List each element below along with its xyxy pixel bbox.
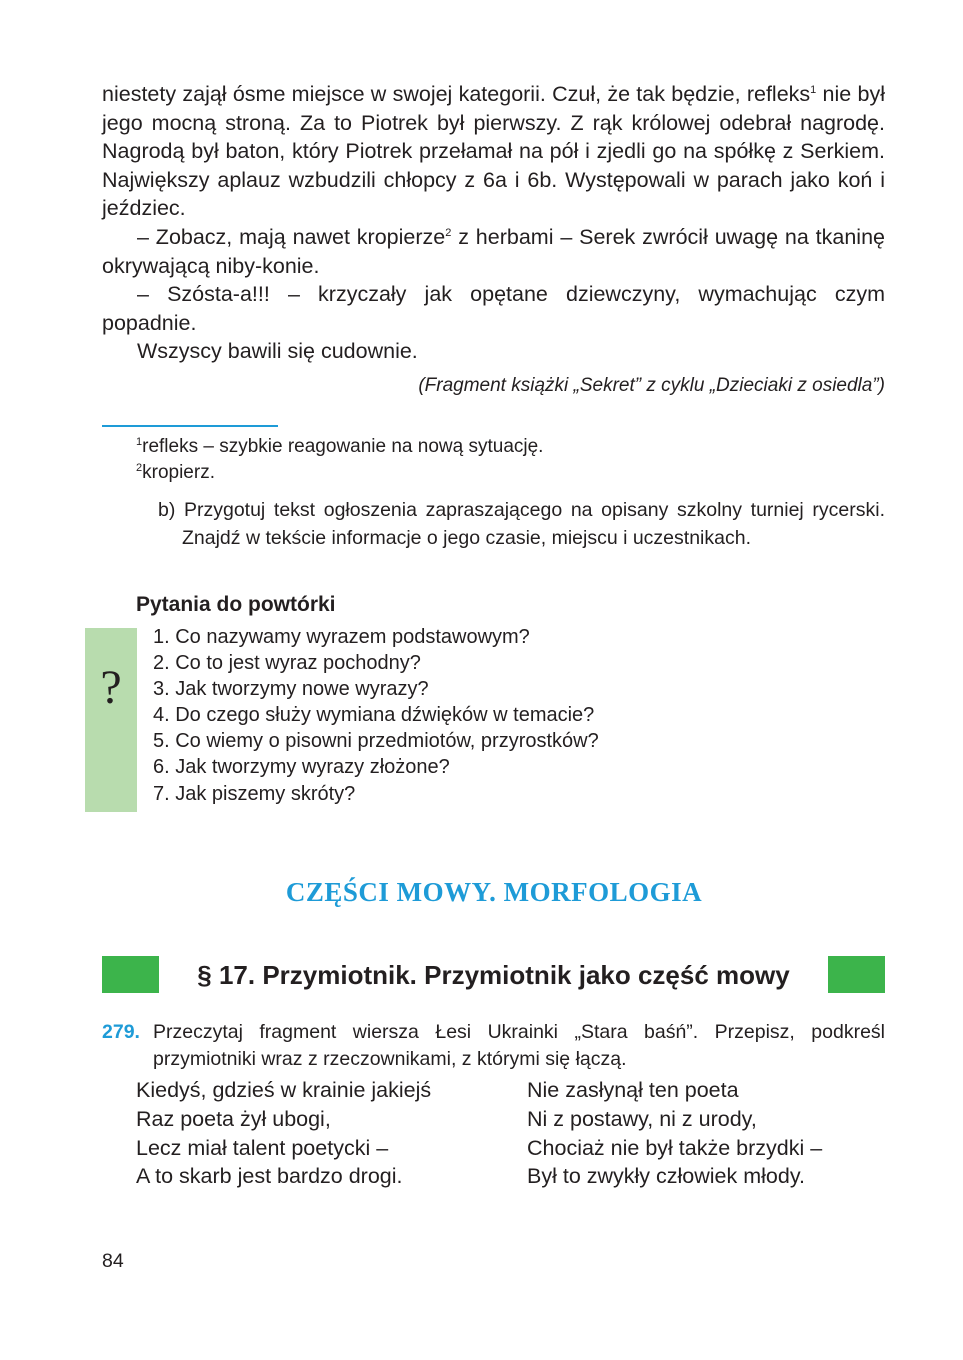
- list-item: 2. Co to jest wyraz pochodny?: [153, 652, 421, 675]
- list-item: 3. Jak tworzymy nowe wyrazy?: [153, 678, 429, 701]
- list-item: 7. Jak piszemy skróty?: [153, 782, 356, 805]
- lesson-title: § 17. Przymiotnik. Przymiotnik jako część mowy: [197, 960, 790, 990]
- poem-line: Nie zasłynął ten poeta: [527, 1078, 739, 1102]
- section-title: CZĘŚCI MOWY. MORFOLOGIA: [285, 877, 703, 907]
- exercise-instruction: Przeczytaj fragment wiersza Łesi Ukrainki „Stara baśń”. Przepisz, podkreśl przymiotniki wraz z rzeczownikami, z którymi się łączą.: [153, 1021, 885, 1070]
- question-mark-icon: ?: [100, 661, 122, 714]
- lesson-header-block-left: [102, 956, 159, 993]
- story-fragment: [102, 80, 885, 366]
- page-number: 84: [102, 1250, 124, 1272]
- source-citation: (Fragment książki „Sekret” z cyklu „Dzieciaki z osiedla”): [418, 375, 885, 396]
- task-b: b) Przygotuj tekst ogłoszenia zapraszającego na opisany szkolny turniej rycerski. Znajdź w tekście informacje o jego czasie, miejscu i uczestnikach.: [158, 499, 885, 549]
- review-questions: [153, 624, 599, 807]
- poem-line: Chociaż nie był także brzydki –: [527, 1135, 823, 1160]
- paragraph-4: Wszyscy bawili się cudownie.: [137, 339, 418, 364]
- list-item: 6. Jak tworzymy wyrazy złożone?: [153, 756, 450, 779]
- footnote-ref-1: 1: [810, 84, 817, 96]
- footnote-divider: [102, 425, 278, 427]
- list-item: 5. Co wiemy o pisowni przedmiotów, przyrostków?: [153, 730, 599, 753]
- review-marker-bar: [85, 628, 137, 812]
- poem-column-left: [136, 1076, 431, 1191]
- poem-line: Był to zwykły człowiek młody.: [527, 1164, 805, 1189]
- paragraph-1: niestety zajął ósme miejsce w swojej kategorii. Czuł, że tak będzie, refleks$^1$ nie był jego mocną stroną. Za to Piotrek był pierwszy. Z rąk królowej odebrał nagrodę. Nagrodą był baton, który Piotrek przełamał na pół i zjedli go na spółkę z Serkiem. Największy aplauz wzbudzili chłopcy z 6a i 6b. Występowali w parach jako koń i jeździec.: [102, 82, 885, 221]
- footnote-1: $^1$refleks – szybkie reagowanie na nową sytuację.: [136, 436, 544, 457]
- footnote-2: $^2$kropierz.: [136, 462, 215, 483]
- poem-line: A to skarb jest bardzo drogi.: [136, 1164, 403, 1189]
- list-item: 1. Co nazywamy wyrazem podstawowym?: [153, 626, 530, 648]
- poem-line: Raz poeta żył ubogi,: [136, 1106, 331, 1131]
- review-title: Pytania do powtórki: [136, 593, 336, 616]
- poem-line: Lecz miał talent poetycki –: [136, 1135, 389, 1160]
- poem-line: Ni z postawy, ni z urody,: [527, 1106, 757, 1131]
- list-item: 4. Do czego służy wymiana dźwięków w temacie?: [153, 704, 595, 727]
- poem-line: Kiedyś, gdzieś w krainie jakiejś: [136, 1078, 432, 1102]
- footnote-ref-2: 2: [445, 226, 452, 239]
- poem-column-right: [527, 1076, 822, 1191]
- paragraph-3: – Szósta-a!!! – krzyczały jak opętane dziewczyny, wymachując czym popadnie.: [102, 282, 885, 335]
- paragraph-2: – Zobacz, mają nawet kropierze$^2$ z herbami – Serek zwrócił uwagę na tkaninę okrywającą niby-konie.: [102, 224, 885, 278]
- lesson-header-block-right: [828, 956, 885, 993]
- exercise-number: 279.: [102, 1021, 140, 1043]
